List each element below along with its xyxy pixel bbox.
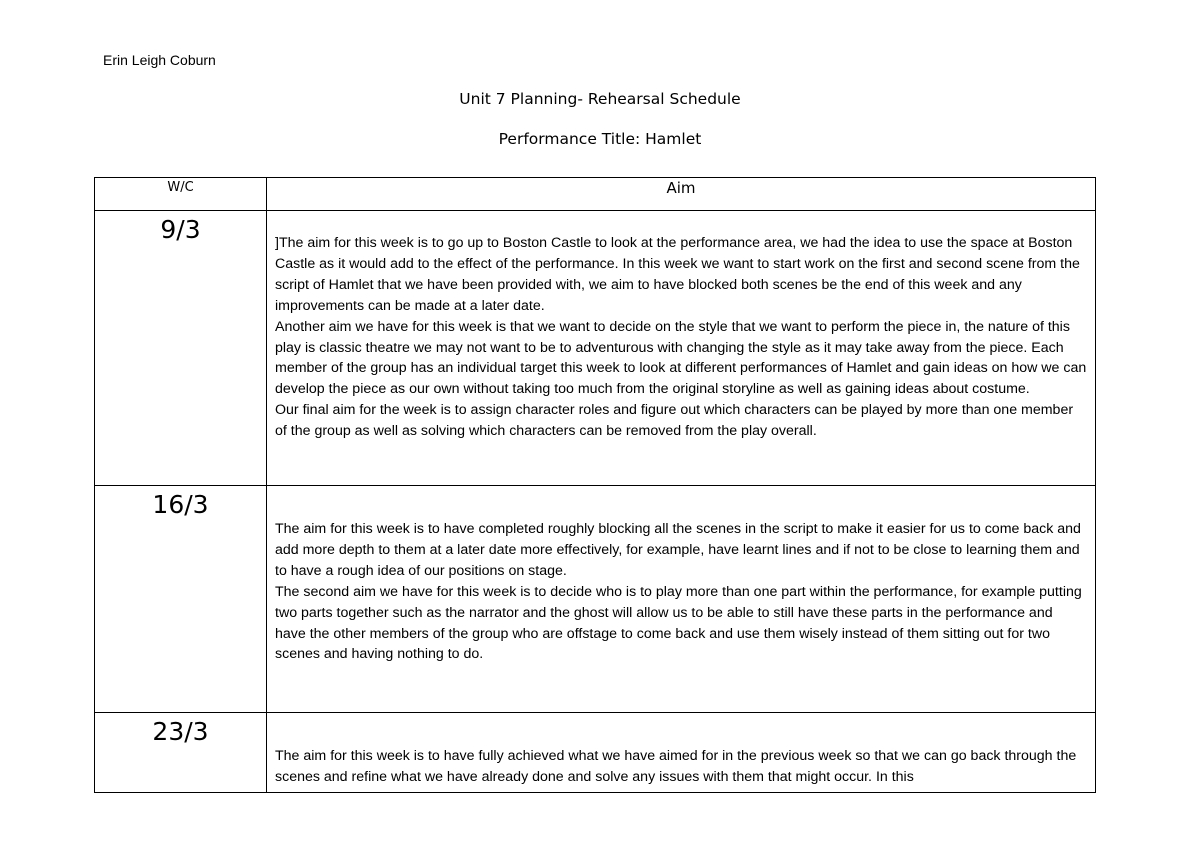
- week-commencing-cell: 9/3: [95, 211, 267, 486]
- table-row: [95, 713, 1096, 793]
- aim-paragraph: Our final aim for the week is to assign character roles and figure out which characters can be played by more than one member of the group as well as solving which characters can be removed from the play overall.: [275, 402, 1074, 440]
- aim-cell: [267, 713, 1096, 793]
- table-row: [95, 486, 1096, 713]
- table-row: [95, 211, 1096, 486]
- aim-cell: [267, 486, 1096, 713]
- aim-cell: [267, 211, 1096, 486]
- performance-title: Performance Title: Hamlet: [498, 130, 702, 148]
- table-header-row: [95, 178, 1096, 211]
- aim-paragraph: The aim for this week is to have completed roughly blocking all the scenes in the script to make it easier for us to come back and add more depth to them at a later date more effectively, for example, have learnt lines and if not to be close to learning them and to have a rough idea of our positions on stage.: [275, 521, 1081, 579]
- aim-paragraph: The aim for this week is to have fully achieved what we have aimed for in the previous week so that we can go back through the scenes and refine what we have already done and solve any issues with them that might occur. In this: [275, 748, 1077, 785]
- week-commencing-cell: 16/3: [95, 486, 267, 713]
- aim-paragraph: ]The aim for this week is to go up to Boston Castle to look at the performance area, we had the idea to use the space at Boston Castle as it would add to the effect of the performance. In this week we want to start work on the first and second scene from the script of Hamlet that we have been provided with, we aim to have blocked both scenes be the end of this week and any improvements can be made at a later date.: [275, 235, 1080, 314]
- author-name: Erin Leigh Coburn: [103, 52, 216, 68]
- aim-paragraph: The second aim we have for this week is to decide who is to play more than one part within the performance, for example putting two parts together such as the narrator and the ghost will allow us to be able to still have these parts in the performance and have the other members of the group who are offstage to come back and use them wisely instead of them sitting out for two scenes and having nothing to do.: [275, 583, 1082, 663]
- aim-paragraph: Another aim we have for this week is that we want to decide on the style that we want to perform the piece in, the nature of this play is classic theatre we may not want to be to adventurous with changing the style as it may take away from the piece. Each member of the group has an individual target this week to look at different performances of Hamlet and gain ideas on how we can develop the piece as our own without taking too much from the original storyline as well as gaining ideas about costume.: [275, 318, 1087, 398]
- header-wc: W/C: [95, 178, 267, 211]
- header-aim: Aim: [267, 178, 1096, 211]
- rehearsal-schedule-table: [94, 177, 1096, 793]
- week-commencing-cell: 23/3: [95, 713, 267, 793]
- page-title: Unit 7 Planning- Rehearsal Schedule: [459, 90, 741, 108]
